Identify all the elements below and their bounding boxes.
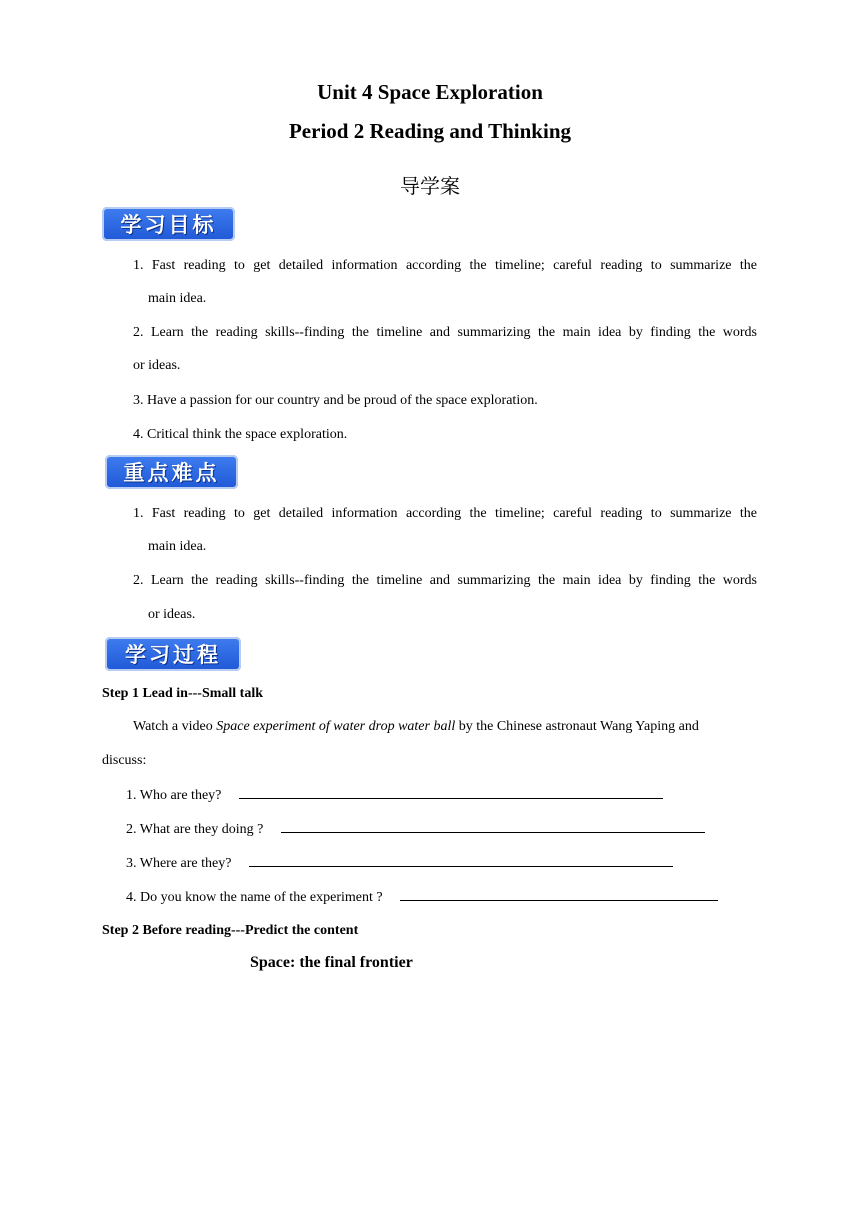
answer-blank-4[interactable] — [400, 888, 718, 901]
question-4 — [126, 888, 718, 907]
question-2-text: 2. What are they doing ? — [126, 822, 264, 837]
objectives-banner-label: 学习目标 — [120, 213, 217, 237]
step1-intro-prefix: Watch a video — [133, 719, 217, 734]
unit-title: Unit 4 Space Exploration — [317, 80, 543, 104]
process-banner-label: 学习过程 — [125, 643, 221, 667]
objective-4: 4. Critical think the space exploration. — [133, 427, 348, 442]
answer-blank-3[interactable] — [249, 854, 673, 867]
objective-1-line-2: main idea. — [148, 291, 207, 306]
objective-2-line-2: or ideas. — [133, 358, 181, 373]
step1-heading: Step 1 Lead in---Small talk — [102, 686, 264, 701]
step2-heading: Step 2 Before reading---Predict the content — [102, 923, 359, 938]
question-1-text: 1. Who are they? — [126, 788, 222, 803]
question-3-text: 3. Where are they? — [126, 856, 232, 871]
key-point-1-line-1: 1. Fast reading to get detailed information according the timeline; careful reading to summarize the — [133, 506, 757, 521]
step1-intro-line-2: discuss: — [102, 753, 147, 768]
question-3 — [126, 854, 673, 873]
question-2 — [126, 820, 705, 839]
key-points-banner — [105, 455, 238, 489]
objective-1-line-1: 1. Fast reading to get detailed information according the timeline; careful reading to summarize the — [133, 258, 757, 273]
step1-intro-suffix: by the Chinese astronaut Wang Yaping and — [455, 719, 699, 734]
objective-3: 3. Have a passion for our country and be proud of the space exploration. — [133, 393, 538, 408]
period-title: Period 2 Reading and Thinking — [288, 119, 572, 143]
guide-label: 导学案 — [400, 174, 460, 198]
step1-intro-line-1 — [133, 718, 699, 736]
video-title: Space experiment of water drop water ball — [216, 719, 456, 734]
question-1 — [126, 786, 663, 805]
key-point-1-line-2: main idea. — [148, 539, 207, 554]
key-points-banner-label: 重点难点 — [123, 461, 220, 485]
question-4-text: 4. Do you know the name of the experiment ? — [126, 890, 383, 905]
passage-title: Space: the final frontier — [250, 954, 413, 971]
objective-2-line-1: 2. Learn the reading skills--finding the timeline and summarizing the main idea by finding the words — [133, 325, 757, 340]
process-banner — [105, 637, 241, 671]
objectives-banner — [102, 207, 235, 241]
answer-blank-2[interactable] — [281, 820, 705, 833]
key-point-2-line-2: or ideas. — [148, 607, 196, 622]
key-point-2-line-1: 2. Learn the reading skills--finding the timeline and summarizing the main idea by finding the words — [133, 573, 757, 588]
answer-blank-1[interactable] — [239, 786, 663, 799]
